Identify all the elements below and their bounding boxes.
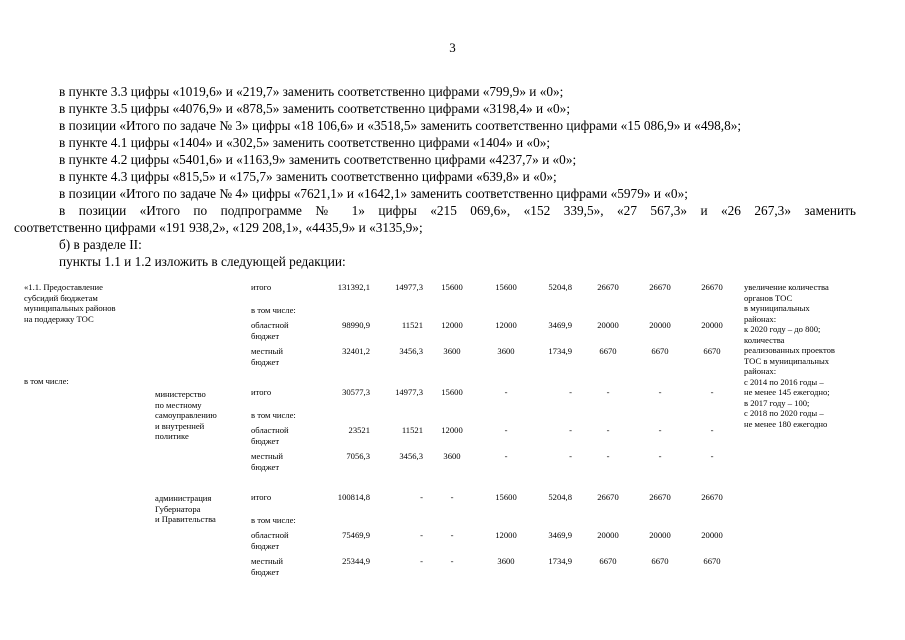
block-1-row-local-budget-value-col-5: 1734,9 — [548, 346, 572, 356]
subprogram-line-1: в позиции «Итого по подпрограмме № 1» цифры «215 069,6», «152 339,5», «27 567,3» и «26 267,3» заменить — [59, 203, 856, 218]
paragraph-item-3-3: в пункте 3.3 цифры «1019,6» и «219,7» заменить соответственно цифрами «799,9» и «0»; — [59, 84, 564, 99]
table-expected-result: увеличение количества органов ТОС в муниципальных районах: к 2020 году – до 800; количества реализованных проектов ТОС в муниципальных районах: с 2014 по 2016 годы – не менее 145 ежегодно; в 2017 году – 100; с 2018 по 2020 годы – не менее 180 ежегодно — [744, 282, 835, 429]
intro-line: пункты 1.1 и 1.2 изложить в следующей редакции: — [59, 254, 346, 269]
block-1-row-regional-budget-label: областной — [251, 320, 289, 330]
block-3-row-local-budget-label: местный — [251, 556, 284, 566]
block-1-row-total-value-col-1: 131392,1 — [337, 282, 370, 292]
block-3-row-local-budget-value-col-4: 3600 — [497, 556, 515, 566]
block-2-row-regional-budget-label: областной — [251, 425, 289, 435]
paragraph-item-3-5: в пункте 3.5 цифры «4076,9» и «878,5» заменить соответственно цифрами «3198,4» и «0»; — [59, 101, 571, 116]
block-2-row-total-label: итого — [251, 387, 272, 397]
block-3-row-local-budget-value-col-7: 6670 — [651, 556, 669, 566]
block-3-row-local-budget-value-col-3: - — [450, 556, 454, 566]
block-2-row-regional-budget-value-col-8: - — [710, 425, 714, 435]
block-2-row-total-value-col-6: - — [606, 387, 610, 397]
block-1-row-local-budget-value-col-1: 32401,2 — [342, 346, 370, 356]
block-3-row-total-value-col-1: 100814,8 — [337, 492, 370, 502]
block-1-row-regional-budget-value-col-8: 20000 — [701, 320, 723, 330]
block-2-row-local-budget-value-col-4: - — [504, 451, 508, 461]
block-2-row-total-value-col-5: - — [569, 387, 572, 397]
block-2-row-regional-budget-value-col-3: 12000 — [441, 425, 463, 435]
block-2-row-local-budget-value-col-7: - — [658, 451, 662, 461]
block-2-row-regional-budget-value-col-5: - — [569, 425, 572, 435]
block-2-row-regional-budget-value-col-2: 11521 — [401, 425, 423, 435]
block-1-row-regional-budget-value-col-2: 11521 — [401, 320, 423, 330]
block-1-row-total-value-col-6: 26670 — [597, 282, 619, 292]
block-3-row-total-value-col-5: 5204,8 — [548, 492, 572, 502]
block-2-row-local-budget-value-col-3: 3600 — [443, 451, 461, 461]
paragraph-item-4-2: в пункте 4.2 цифры «5401,6» и «1163,9» заменить соответственно цифрами «4237,7» и «0»; — [59, 152, 577, 167]
executor-administration: администрация Губернатора и Правительства — [155, 493, 216, 524]
block-2-row-regional-budget-label: бюджет — [251, 436, 280, 446]
paragraph-item-4-3: в пункте 4.3 цифры «815,5» и «175,7» заменить соответственно цифрами «639,8» и «0»; — [59, 169, 557, 184]
block-1-row-local-budget-value-col-8: 6670 — [703, 346, 721, 356]
block-1-row-regional-budget-value-col-3: 12000 — [441, 320, 463, 330]
block-3-row-regional-budget-value-col-2: - — [420, 530, 423, 540]
block-3-row-local-budget-label: бюджет — [251, 567, 280, 577]
block-2-row-regional-budget-value-col-7: - — [658, 425, 662, 435]
block-3-row-regional-budget-label: бюджет — [251, 541, 280, 551]
block-1-row-regional-budget-label: бюджет — [251, 331, 280, 341]
block-2-row-local-budget-value-col-8: - — [710, 451, 714, 461]
block-3-row-local-budget-value-col-8: 6670 — [703, 556, 721, 566]
block-1-row-local-budget-label: местный — [251, 346, 284, 356]
block-3-row-regional-budget-value-col-5: 3469,9 — [548, 530, 572, 540]
block-2-row-local-budget-value-col-6: - — [606, 451, 610, 461]
block-3-row-regional-budget-value-col-1: 75469,9 — [342, 530, 370, 540]
paragraph-total-task-3: в позиции «Итого по задаче № 3» цифры «18 106,6» и «3518,5» заменить соответственно цифрами «15 086,9» и «498,8»; — [59, 118, 742, 133]
block-1-row-regional-budget-value-col-7: 20000 — [649, 320, 671, 330]
paragraph-total-task-4: в позиции «Итого по задаче № 4» цифры «7621,1» и «1642,1» заменить соответственно цифрами «5979» и «0»; — [59, 186, 688, 201]
block-3-row-regional-budget-value-col-8: 20000 — [701, 530, 723, 540]
block-1-row-regional-budget-value-col-1: 98990,9 — [342, 320, 370, 330]
block-2-row-total-value-col-4: - — [504, 387, 508, 397]
block-2-row-regional-budget-value-col-1: 23521 — [348, 425, 370, 435]
block-2-row-regional-budget-value-col-6: - — [606, 425, 610, 435]
block-3-row-regional-budget-label: областной — [251, 530, 289, 540]
block-1-row-total-value-col-4: 15600 — [495, 282, 517, 292]
block-3-row-total-label: итого — [251, 492, 272, 502]
paragraph-item-4-1: в пункте 4.1 цифры «1404» и «302,5» заменить соответственно цифрами «1404» и «0»; — [59, 135, 551, 150]
block-2-row-total-value-col-7: - — [658, 387, 662, 397]
block-1-row-total-value-col-2: 14977,3 — [395, 282, 423, 292]
block-1-row-total-value-col-3: 15600 — [441, 282, 463, 292]
block-1-row-local-budget-value-col-7: 6670 — [651, 346, 669, 356]
page-number: 3 — [449, 40, 456, 55]
table-including-label: в том числе: — [24, 376, 69, 386]
block-1-row-regional-budget-value-col-4: 12000 — [495, 320, 517, 330]
block-2-row-total-value-col-8: - — [710, 387, 714, 397]
block-3-row-total-value-col-3: - — [450, 492, 454, 502]
block-1-row-total-value-col-7: 26670 — [649, 282, 671, 292]
block-2-row-total-value-col-1: 30577,3 — [342, 387, 370, 397]
block-3-row-including-label: в том числе: — [251, 515, 296, 525]
block-2-row-including-label: в том числе: — [251, 410, 296, 420]
block-2-row-local-budget-value-col-2: 3456,3 — [399, 451, 423, 461]
block-2-row-local-budget-value-col-1: 7056,3 — [346, 451, 370, 461]
table-item-name: «1.1. Предоставление субсидий бюджетам муниципальных районов на поддержку ТОС — [24, 282, 116, 324]
block-2-row-total-value-col-3: 15600 — [441, 387, 463, 397]
block-2-row-local-budget-label: бюджет — [251, 462, 280, 472]
section-heading: б) в разделе II: — [59, 237, 142, 252]
block-2-row-regional-budget-value-col-4: - — [504, 425, 508, 435]
block-2-row-local-budget-label: местный — [251, 451, 284, 461]
block-1-row-including-label: в том числе: — [251, 305, 296, 315]
block-3-row-local-budget-value-col-1: 25344,9 — [342, 556, 370, 566]
block-3-row-total-value-col-4: 15600 — [495, 492, 517, 502]
block-3-row-regional-budget-value-col-7: 20000 — [649, 530, 671, 540]
block-3-row-local-budget-value-col-5: 1734,9 — [548, 556, 572, 566]
block-3-row-total-value-col-7: 26670 — [649, 492, 671, 502]
block-3-row-local-budget-value-col-6: 6670 — [599, 556, 617, 566]
block-1-row-total-label: итого — [251, 282, 272, 292]
subprogram-line-2: соответственно цифрами «191 938,2», «129 208,1», «4435,9» и «3135,9»; — [14, 220, 423, 235]
block-3-row-total-value-col-6: 26670 — [597, 492, 619, 502]
executor-ministry: министерство по местному самоуправлению и внутренней политике — [155, 389, 217, 441]
block-1-row-local-budget-value-col-2: 3456,3 — [399, 346, 423, 356]
block-1-row-regional-budget-value-col-5: 3469,9 — [548, 320, 572, 330]
block-3-row-local-budget-value-col-2: - — [420, 556, 423, 566]
block-1-row-local-budget-value-col-6: 6670 — [599, 346, 617, 356]
block-3-row-regional-budget-value-col-4: 12000 — [495, 530, 517, 540]
block-2-row-total-value-col-2: 14977,3 — [395, 387, 423, 397]
block-2-row-local-budget-value-col-5: - — [569, 451, 572, 461]
paragraph-total-subprogram-1 — [14, 202, 856, 236]
block-1-row-local-budget-label: бюджет — [251, 357, 280, 367]
block-3-row-regional-budget-value-col-3: - — [450, 530, 454, 540]
block-1-row-local-budget-value-col-3: 3600 — [443, 346, 461, 356]
block-3-row-total-value-col-8: 26670 — [701, 492, 723, 502]
block-1-row-total-value-col-5: 5204,8 — [548, 282, 572, 292]
block-3-row-regional-budget-value-col-6: 20000 — [597, 530, 619, 540]
block-1-row-regional-budget-value-col-6: 20000 — [597, 320, 619, 330]
block-1-row-total-value-col-8: 26670 — [701, 282, 723, 292]
block-3-row-total-value-col-2: - — [420, 492, 423, 502]
block-1-row-local-budget-value-col-4: 3600 — [497, 346, 515, 356]
